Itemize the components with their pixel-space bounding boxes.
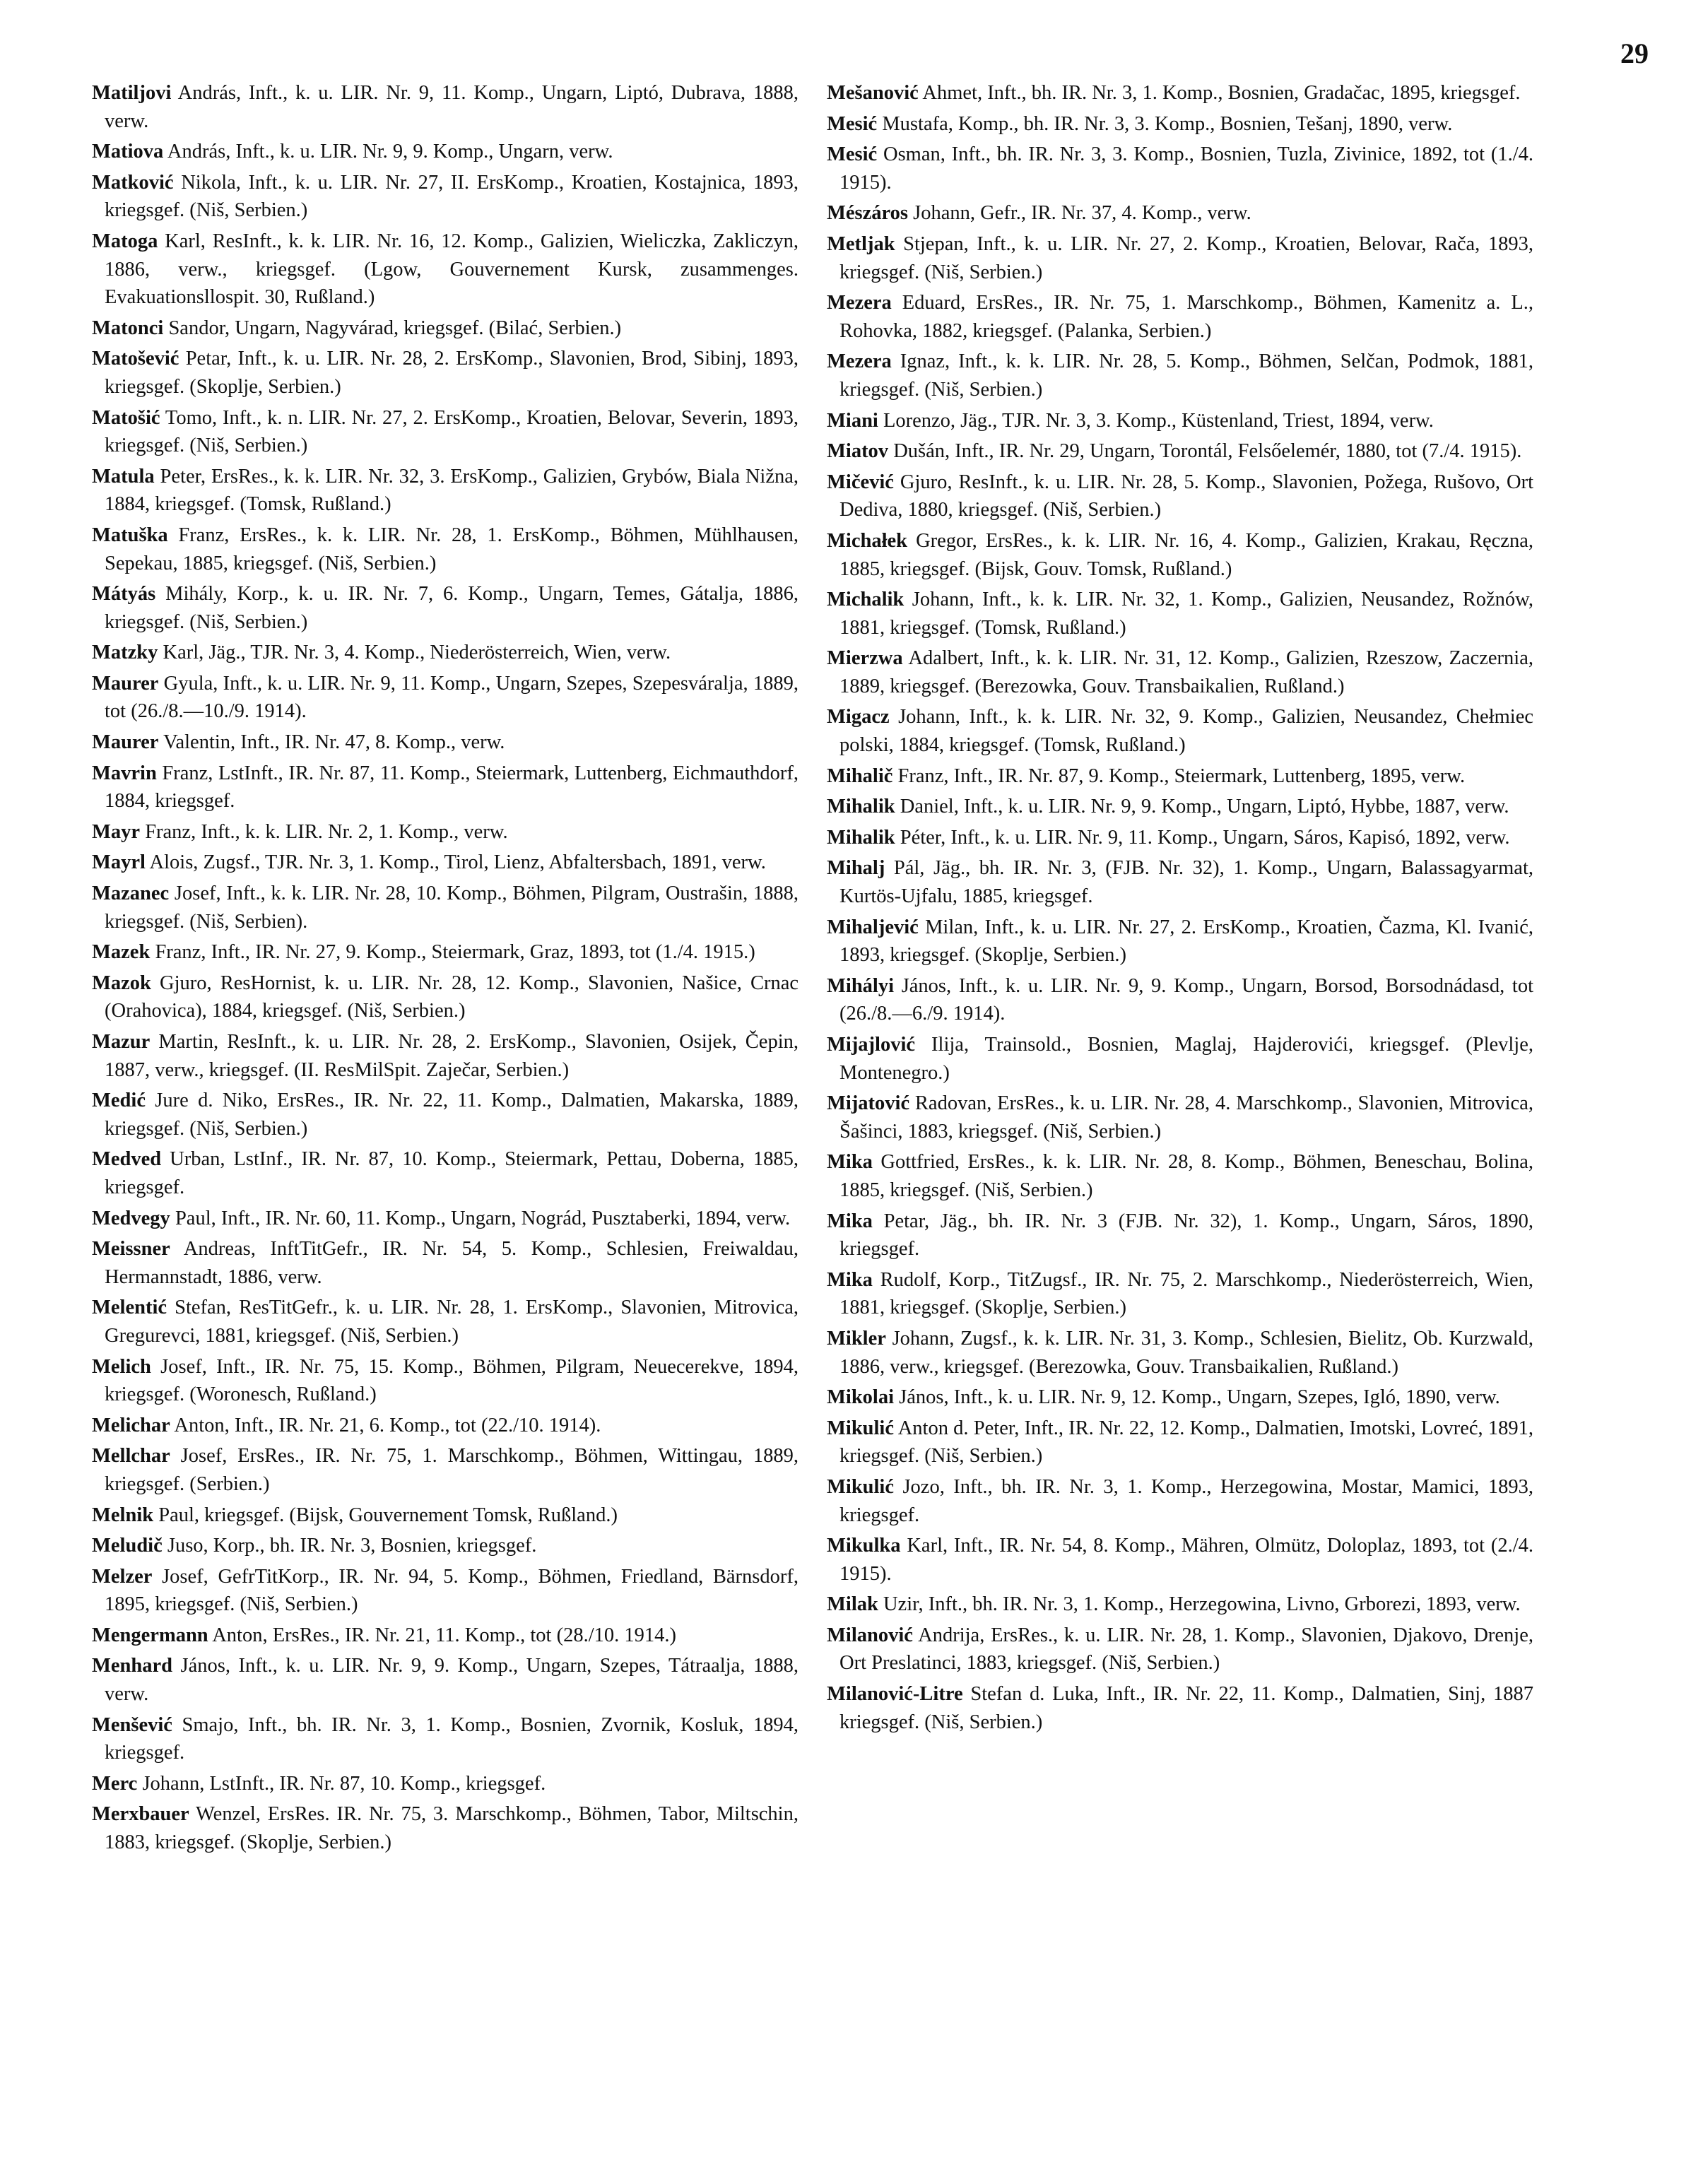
entry-details: Josef, Inft., IR. Nr. 75, 15. Komp., Böhmen, Pilgram, Neuecerekve, 1894, kriegsgef. (Woronesch, Rußland.) — [105, 1355, 799, 1406]
entry-details: Johann, LstInft., IR. Nr. 87, 10. Komp., kriegsgef. — [142, 1772, 546, 1795]
entry-surname: Menšević — [92, 1713, 172, 1736]
entry-surname: Melzer — [92, 1565, 153, 1588]
register-entry — [92, 1087, 799, 1143]
entry-details: Ignaz, Inft., k. k. LIR. Nr. 28, 5. Komp., Böhmen, Selčan, Podmok, 1881, kriegsgef. (Niš, Serbien.) — [839, 350, 1534, 401]
entry-surname: Mika — [827, 1151, 873, 1174]
register-entry — [92, 1770, 799, 1798]
register-entry — [92, 1563, 799, 1619]
entry-surname: Mellchar — [92, 1445, 170, 1468]
register-entry — [827, 586, 1533, 642]
register-entry — [827, 824, 1533, 852]
entry-details: Gregor, ErsRes., k. k. LIR. Nr. 16, 4. Komp., Galizien, Krakau, Ręczna, 1885, kriegsgef. (Bijsk, Gouv. Tomsk, Rußland.) — [839, 529, 1533, 580]
entry-surname: Mikolai — [827, 1386, 895, 1409]
register-entry — [827, 1325, 1533, 1381]
entry-details: Urban, LstInf., IR. Nr. 87, 10. Komp., Steiermark, Pettau, Doberna, 1885, kriegsgef. — [105, 1148, 799, 1198]
register-entry — [92, 670, 799, 726]
entry-details: Mustafa, Komp., bh. IR. Nr. 3, 3. Komp., Bosnien, Tešanj, 1890, verw. — [882, 112, 1453, 135]
entry-surname: Maurer — [92, 672, 159, 695]
register-entry — [92, 760, 799, 815]
register-entry — [92, 728, 799, 757]
entry-surname: Milanović-Litre — [827, 1683, 963, 1706]
entry-details: Paul, kriegsgef. (Bijsk, Gouvernement Tomsk, Rußland.) — [158, 1504, 618, 1526]
entry-surname: Medvegy — [92, 1207, 170, 1229]
entry-details: Alois, Zugsf., TJR. Nr. 3, 1. Komp., Tirol, Lienz, Abfaltersbach, 1891, verw. — [149, 851, 766, 874]
entry-details: Gjuro, ResHornist, k. u. LIR. Nr. 28, 12. Komp., Slavonien, Našice, Crnac (Orahovica), 1884, kriegsgef. (Niš, Serbien.) — [105, 972, 799, 1022]
entry-surname: Mijatović — [827, 1092, 910, 1115]
entry-surname: Michałek — [827, 529, 907, 552]
entry-details: Franz, Inft., IR. Nr. 87, 9. Komp., Steiermark, Luttenberg, 1895, verw. — [897, 765, 1466, 787]
register-entry — [827, 230, 1533, 286]
register-entry — [92, 1532, 799, 1560]
entry-details: Anton, ErsRes., IR. Nr. 21, 11. Komp., tot (28./10. 1914.) — [212, 1624, 676, 1646]
entry-surname: Mavrin — [92, 762, 157, 784]
entry-details: Andrija, ErsRes., k. u. LIR. Nr. 28, 1. Komp., Slavonien, Djakovo, Drenje, Ort Preslatinci, 1883, kriegsgef. (Niš, Serbien.) — [839, 1624, 1533, 1675]
entry-surname: Mihályi — [827, 974, 895, 997]
register-entry — [827, 793, 1533, 821]
entry-details: Osman, Inft., bh. IR. Nr. 3, 3. Komp., Bosnien, Tuzla, Zivinice, 1892, tot (1./4. 1915). — [839, 143, 1533, 194]
register-entry — [92, 1412, 799, 1440]
entry-details: Nikola, Inft., k. u. LIR. Nr. 27, II. ErsKomp., Kroatien, Kostajnica, 1893, kriegsgef. (Niš, Serbien.) — [105, 171, 799, 222]
entry-surname: Mikulić — [827, 1475, 895, 1498]
entry-details: Valentin, Inft., IR. Nr. 47, 8. Komp., verw. — [163, 731, 505, 754]
register-entry — [827, 407, 1533, 435]
entry-surname: Mierzwa — [827, 647, 903, 670]
entry-details: Anton d. Peter, Inft., IR. Nr. 22, 12. Komp., Dalmatien, Imotski, Lovreć, 1891, kriegsgef. (Niš, Serbien.) — [839, 1417, 1533, 1468]
entry-details: Tomo, Inft., k. n. LIR. Nr. 27, 2. ErsKomp., Kroatien, Belovar, Severin, 1893, kriegsgef. (Niš, Serbien.) — [105, 406, 799, 457]
entry-surname: Mezera — [827, 292, 892, 314]
register-entry — [92, 1501, 799, 1530]
entry-details: Adalbert, Inft., k. k. LIR. Nr. 31, 12. Komp., Galizien, Rzeszow, Zaczernia, 1889, kriegsgef. (Berezowka, Gouv. Transbaikalien, Rußland.) — [839, 647, 1533, 697]
entry-surname: Mešanović — [827, 82, 919, 104]
entry-surname: Mayr — [92, 820, 141, 843]
entry-details: Stefan, ResTitGefr., k. u. LIR. Nr. 28, 1. ErsKomp., Slavonien, Mitrovica, Gregurevci, 1881, kriegsgef. (Niš, Serbien.) — [105, 1297, 799, 1347]
register-entry — [827, 289, 1533, 345]
register-entry — [92, 404, 799, 460]
entry-details: Gjuro, ResInft., k. u. LIR. Nr. 28, 5. Komp., Slavonien, Požega, Rušovo, Ort Dediva, 1880, kriegsgef. (Niš, Serbien.) — [839, 471, 1534, 521]
entry-surname: Matula — [92, 465, 155, 488]
entry-details: Johann, Zugsf., k. k. LIR. Nr. 31, 3. Komp., Schlesien, Bielitz, Ob. Kurzwald, 1886, verw., kriegsgef. (Berezowka, Gouv. Transbaikalien, Rußland.) — [839, 1327, 1533, 1378]
entry-details: Franz, Inft., k. k. LIR. Nr. 2, 1. Komp., verw. — [145, 820, 508, 843]
entry-surname: Maurer — [92, 731, 159, 754]
entry-details: Karl, Jäg., TJR. Nr. 3, 4. Komp., Niederösterreich, Wien, verw. — [163, 642, 671, 664]
entry-surname: Matzky — [92, 642, 158, 664]
register-entry — [92, 1145, 799, 1201]
entry-details: Pál, Jäg., bh. IR. Nr. 3, (FJB. Nr. 32), 1. Komp., Ungarn, Balassagyarmat, Kurtös-Ujfalu, 1885, kriegsgef. — [839, 857, 1533, 908]
register-entry — [92, 1622, 799, 1650]
entry-surname: Merc — [92, 1772, 138, 1795]
entry-details: Dušán, Inft., IR. Nr. 29, Ungarn, Torontál, Felsőelemér, 1880, tot (7./4. 1915). — [893, 440, 1522, 463]
register-entry — [92, 1442, 799, 1498]
register-entry — [92, 1353, 799, 1409]
register-entry — [92, 880, 799, 935]
entry-surname: Mayrl — [92, 851, 146, 874]
register-entry — [827, 348, 1533, 403]
entry-details: Franz, Inft., IR. Nr. 27, 9. Komp., Steiermark, Graz, 1893, tot (1./4. 1915.) — [155, 941, 755, 964]
entry-surname: Melichar — [92, 1414, 170, 1436]
entry-surname: Matković — [92, 171, 174, 194]
entry-details: Juso, Korp., bh. IR. Nr. 3, Bosnien, kriegsgef. — [167, 1535, 537, 1557]
entry-surname: Mazanec — [92, 883, 170, 905]
entry-surname: Matiljovi — [92, 82, 172, 104]
register-entry — [92, 79, 799, 135]
entry-details: Radovan, ErsRes., k. u. LIR. Nr. 28, 4. Marschkomp., Slavonien, Mitrovica, Šašinci, 1883, kriegsgef. (Niš, Serbien.) — [839, 1092, 1533, 1143]
entry-surname: Mikulka — [827, 1535, 901, 1557]
entry-surname: Mičević — [827, 471, 894, 493]
entry-surname: Mátyás — [92, 583, 156, 606]
entry-surname: Mika — [827, 1268, 873, 1291]
entry-surname: Mesić — [827, 143, 878, 166]
entry-details: Sandor, Ungarn, Nagyvárad, kriegsgef. (Bilać, Serbien.) — [168, 317, 622, 339]
entry-surname: Miani — [827, 409, 878, 432]
register-entry — [92, 1205, 799, 1233]
register-entry — [827, 1266, 1533, 1322]
entry-details: Petar, Inft., k. u. LIR. Nr. 28, 2. ErsKomp., Slavonien, Brod, Sibinj, 1893, kriegsgef. (Skoplje, Serbien.) — [105, 348, 799, 398]
entry-surname: Medved — [92, 1148, 162, 1171]
register-entry — [827, 1031, 1533, 1087]
register-entry — [827, 854, 1533, 910]
register-entry — [92, 1652, 799, 1708]
page-number: 29 — [1620, 37, 1649, 69]
entry-surname: Mihalič — [827, 765, 893, 787]
entry-surname: Mesić — [827, 112, 878, 135]
entry-details: Karl, Inft., IR. Nr. 54, 8. Komp., Mähren, Olmütz, Doloplaz, 1893, tot (2./4. 1915). — [839, 1535, 1534, 1585]
entry-details: András, Inft., k. u. LIR. Nr. 9, 9. Komp., Ungarn, verw. — [167, 141, 613, 163]
entry-details: János, Inft., k. u. LIR. Nr. 9, 12. Komp., Ungarn, Szepes, Igló, 1890, verw. — [899, 1386, 1500, 1409]
register-entry — [827, 1473, 1533, 1529]
entry-surname: Mikler — [827, 1327, 886, 1350]
entry-details: Jure d. Niko, ErsRes., IR. Nr. 22, 11. Komp., Dalmatien, Makarska, 1889, kriegsgef. (Niš, Serbien.) — [105, 1090, 799, 1140]
entry-surname: Miatov — [827, 440, 889, 463]
register-entry — [92, 1711, 799, 1767]
register-entry — [827, 1680, 1533, 1736]
register-entry — [92, 1235, 799, 1291]
entry-details: Mihály, Korp., k. u. IR. Nr. 7, 6. Komp., Ungarn, Temes, Gátalja, 1886, kriegsgef. (Niš, Serbien.) — [105, 583, 799, 633]
entry-details: Milan, Inft., k. u. LIR. Nr. 27, 2. ErsKomp., Kroatien, Čazma, Kl. Ivanić, 1893, kriegsgef. (Skoplje, Serbien.) — [839, 916, 1533, 967]
register-entry — [827, 914, 1533, 969]
register-entry — [827, 762, 1533, 791]
entry-details: Josef, GefrTitKorp., IR. Nr. 94, 5. Komp., Böhmen, Friedland, Bärnsdorf, 1895, kriegsgef. (Niš, Serbien.) — [105, 1565, 799, 1616]
register-entry — [827, 1090, 1533, 1145]
entry-details: János, Inft., k. u. LIR. Nr. 9, 9. Komp., Ungarn, Borsod, Borsodnádasd, tot (26./8.—6./9. 1914). — [839, 974, 1533, 1025]
register-entry — [92, 1294, 799, 1350]
register-entry — [827, 1148, 1533, 1204]
entry-details: Peter, ErsRes., k. k. LIR. Nr. 32, 3. ErsKomp., Galizien, Grybów, Biala Nižna, 1884, kriegsgef. (Tomsk, Rußland.) — [105, 465, 799, 516]
register-entry — [92, 969, 799, 1025]
register-entry — [827, 1383, 1533, 1412]
entry-surname: Migacz — [827, 706, 890, 728]
entry-surname: Mazok — [92, 972, 151, 994]
entry-details: Anton, Inft., IR. Nr. 21, 6. Komp., tot (22./10. 1914). — [174, 1414, 601, 1436]
entry-details: Josef, Inft., k. k. LIR. Nr. 28, 10. Komp., Böhmen, Pilgram, Oustrašin, 1888, kriegsgef. (Niš, Serbien). — [105, 883, 799, 933]
entry-surname: Mihaljević — [827, 916, 919, 938]
register-entry — [827, 644, 1533, 700]
register-entry — [827, 1208, 1533, 1263]
entry-surname: Metljak — [827, 232, 895, 255]
register-entry — [827, 1622, 1533, 1677]
register-entry — [92, 169, 799, 225]
entry-surname: Mazur — [92, 1031, 151, 1053]
entry-surname: Mika — [827, 1210, 873, 1232]
entry-details: Karl, ResInft., k. k. LIR. Nr. 16, 12. Komp., Galizien, Wieliczka, Zakliczyn, 1886, verw., kriegsgef. (Lgow, Gouvernement Kursk, zusammenges. Evakuationsllospit. 30, Rußland.) — [105, 230, 799, 309]
entry-details: Wenzel, ErsRes. IR. Nr. 75, 3. Marschkomp., Böhmen, Tabor, Miltschin, 1883, kriegsgef. (Skoplje, Serbien.) — [105, 1803, 799, 1854]
entry-details: Ahmet, Inft., bh. IR. Nr. 3, 1. Komp., Bosnien, Gradačac, 1895, kriegsgef. — [922, 82, 1521, 104]
left-column — [92, 79, 799, 1860]
entry-surname: Mészáros — [827, 202, 909, 225]
entry-surname: Melentić — [92, 1297, 167, 1319]
entry-details: Johann, Inft., k. k. LIR. Nr. 32, 1. Komp., Galizien, Neusandez, Rožnów, 1881, kriegsgef. (Tomsk, Rußland.) — [839, 589, 1534, 639]
register-entry — [92, 849, 799, 877]
entry-surname: Mijajlović — [827, 1034, 916, 1056]
entry-details: Péter, Inft., k. u. LIR. Nr. 9, 11. Komp., Ungarn, Sáros, Kapisó, 1892, verw. — [900, 826, 1510, 849]
entry-details: Franz, LstInft., IR. Nr. 87, 11. Komp., Steiermark, Luttenberg, Eichmauthdorf, 1884, kriegsgef. — [105, 762, 799, 813]
entry-details: Stefan d. Luka, Inft., IR. Nr. 22, 11. Komp., Dalmatien, Sinj, 1887 kriegsgef. (Niš, Serbien.) — [839, 1683, 1533, 1733]
entry-surname: Mazek — [92, 941, 151, 964]
entry-details: Stjepan, Inft., k. u. LIR. Nr. 27, 2. Komp., Kroatien, Belovar, Rača, 1893, kriegsgef. (Niš, Serbien.) — [839, 232, 1533, 283]
entry-details: János, Inft., k. u. LIR. Nr. 9, 9. Komp., Ungarn, Szepes, Tátraalja, 1888, verw. — [105, 1655, 799, 1706]
register-entry — [827, 527, 1533, 583]
register-entry — [92, 818, 799, 846]
entry-surname: Mezera — [827, 350, 892, 373]
entry-surname: Michalik — [827, 589, 905, 611]
right-column — [827, 79, 1533, 1739]
entry-details: Uzir, Inft., bh. IR. Nr. 3, 1. Komp., Herzegowina, Livno, Grborezi, 1893, verw. — [883, 1593, 1521, 1616]
register-entry — [92, 938, 799, 967]
entry-surname: Matiova — [92, 141, 164, 163]
register-entry — [92, 228, 799, 312]
register-entry — [827, 1590, 1533, 1619]
register-entry — [92, 521, 799, 577]
entry-surname: Medić — [92, 1090, 146, 1112]
register-entry — [827, 972, 1533, 1028]
entry-surname: Meludič — [92, 1535, 163, 1557]
entry-surname: Melnik — [92, 1504, 154, 1526]
register-entry — [827, 468, 1533, 524]
entry-details: Martin, ResInft., k. u. LIR. Nr. 28, 2. ErsKomp., Slavonien, Osijek, Čepin, 1887, verw., kriegsgef. (II. ResMilSpit. Zaječar, Serbien.) — [105, 1031, 799, 1081]
register-entry — [92, 639, 799, 667]
entry-details: Ilija, Trainsold., Bosnien, Maglaj, Hajderovići, kriegsgef. (Plevlje, Montenegro.) — [839, 1034, 1533, 1084]
entry-surname: Milak — [827, 1593, 878, 1616]
entry-surname: Melich — [92, 1355, 151, 1378]
register-entry — [827, 141, 1533, 196]
register-entry — [92, 463, 799, 519]
entry-surname: Matoga — [92, 230, 158, 252]
entry-details: Lorenzo, Jäg., TJR. Nr. 3, 3. Komp., Küstenland, Triest, 1894, verw. — [883, 409, 1434, 432]
entry-surname: Mikulić — [827, 1417, 895, 1439]
entry-details: Smajo, Inft., bh. IR. Nr. 3, 1. Komp., Bosnien, Zvornik, Kosluk, 1894, kriegsgef. — [105, 1713, 799, 1764]
entry-details: Johann, Gefr., IR. Nr. 37, 4. Komp., verw. — [913, 202, 1251, 225]
entry-surname: Milanović — [827, 1624, 913, 1646]
register-entry — [827, 79, 1533, 107]
entry-details: Franz, ErsRes., k. k. LIR. Nr. 28, 1. ErsKomp., Böhmen, Mühlhausen, Sepekau, 1885, kriegsgef. (Niš, Serbien.) — [105, 524, 799, 574]
entry-details: Andreas, InftTitGefr., IR. Nr. 54, 5. Komp., Schlesien, Freiwaldau, Hermannstadt, 1886, verw. — [105, 1238, 799, 1288]
entry-surname: Merxbauer — [92, 1803, 189, 1826]
entry-surname: Meissner — [92, 1238, 170, 1261]
entry-surname: Matonci — [92, 317, 164, 339]
register-entry — [827, 199, 1533, 228]
entry-details: Jozo, Inft., bh. IR. Nr. 3, 1. Komp., Herzegowina, Mostar, Mamici, 1893, kriegsgef. — [839, 1475, 1533, 1526]
entry-surname: Menhard — [92, 1655, 172, 1677]
entry-details: Daniel, Inft., k. u. LIR. Nr. 9, 9. Komp., Ungarn, Liptó, Hybbe, 1887, verw. — [900, 796, 1509, 818]
entry-surname: Matošić — [92, 406, 160, 429]
entry-surname: Matošević — [92, 348, 179, 370]
entry-surname: Mihalj — [827, 857, 885, 880]
entry-details: Rudolf, Korp., TitZugsf., IR. Nr. 75, 2. Marschkomp., Niederösterreich, Wien, 1881, kriegsgef. (Skoplje, Serbien.) — [839, 1268, 1533, 1319]
entry-surname: Mihalik — [827, 826, 895, 849]
entry-surname: Mengermann — [92, 1624, 208, 1646]
register-entry — [827, 1532, 1533, 1588]
entry-surname: Mihalik — [827, 796, 895, 818]
register-entry — [92, 345, 799, 401]
entry-details: Josef, ErsRes., IR. Nr. 75, 1. Marschkomp., Böhmen, Wittingau, 1889, kriegsgef. (Serbien.) — [105, 1445, 799, 1495]
entry-details: Johann, Inft., k. k. LIR. Nr. 32, 9. Komp., Galizien, Neusandez, Chełmiec polski, 1884, kriegsgef. (Tomsk, Rußland.) — [839, 706, 1533, 757]
register-entry — [92, 1028, 799, 1084]
register-entry — [827, 437, 1533, 466]
entry-surname: Matuška — [92, 524, 168, 546]
register-entry — [92, 1800, 799, 1856]
register-entry — [92, 138, 799, 166]
entry-details: Petar, Jäg., bh. IR. Nr. 3 (FJB. Nr. 32), 1. Komp., Ungarn, Sáros, 1890, kriegsgef. — [839, 1210, 1533, 1261]
entry-details: Gottfried, ErsRes., k. k. LIR. Nr. 28, 8. Komp., Böhmen, Beneschau, Bolina, 1885, kriegsgef. (Niš, Serbien.) — [839, 1151, 1534, 1201]
register-entry — [827, 1415, 1533, 1470]
register-entry — [92, 580, 799, 636]
entry-details: András, Inft., k. u. LIR. Nr. 9, 11. Komp., Ungarn, Liptó, Dubrava, 1888, verw. — [105, 82, 799, 132]
register-entry — [827, 110, 1533, 138]
register-entry — [827, 703, 1533, 759]
entry-details: Eduard, ErsRes., IR. Nr. 75, 1. Marschkomp., Böhmen, Kamenitz a. L., Rohovka, 1882, kriegsgef. (Palanka, Serbien.) — [839, 292, 1534, 342]
entry-details: Gyula, Inft., k. u. LIR. Nr. 9, 11. Komp., Ungarn, Szepes, Szepesváralja, 1889, tot (26./8.—10./9. 1914). — [105, 672, 799, 723]
entry-details: Paul, Inft., IR. Nr. 60, 11. Komp., Ungarn, Nográd, Pusztaberki, 1894, verw. — [175, 1207, 791, 1229]
register-entry — [92, 314, 799, 343]
